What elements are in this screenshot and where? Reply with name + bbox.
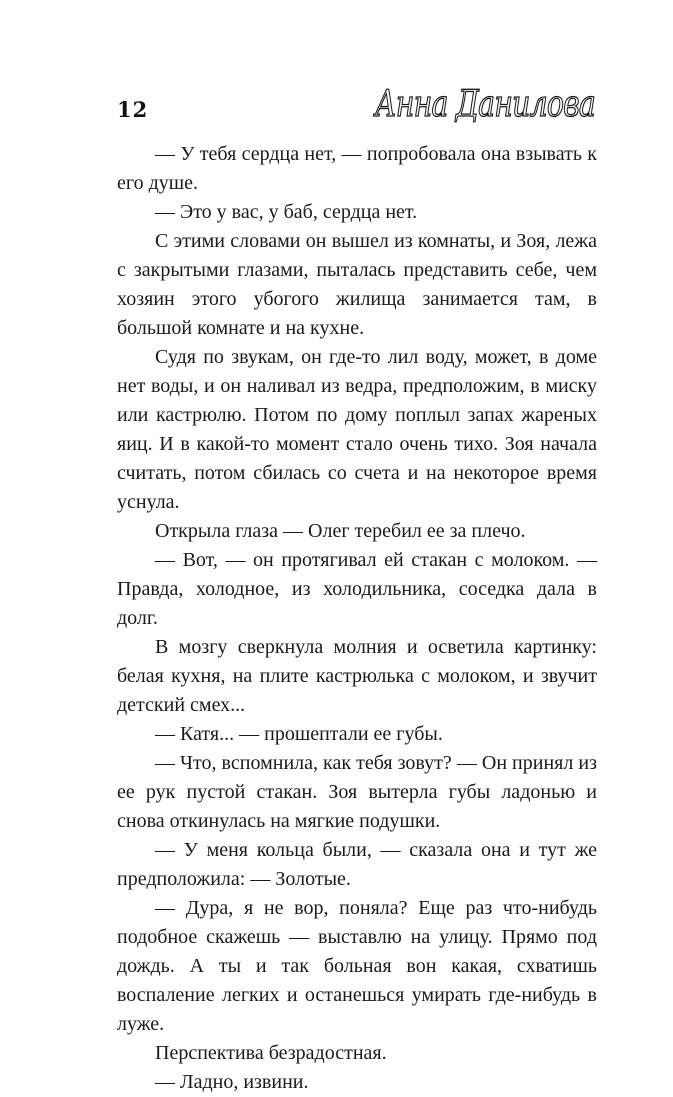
paragraph: Перспектива безрадостная. — [155, 1042, 387, 1064]
running-header — [117, 80, 597, 130]
paragraph: Открыла глаза — Олег теребил ее за плечо. — [155, 520, 526, 542]
paragraph: — Вот, — он протягивал ей стакан с молоком. — Правда, холодное, из холодильника, соседка дала в долг. — [117, 549, 597, 629]
paragraph: — Катя... — прошептали ее губы. — [155, 723, 443, 745]
paragraph: Судя по звукам, он где-то лил воду, может, в доме нет воды, и он наливал из ведра, предположим, в миску или кастрюлю. Потом по дому поплыл запах жареных яиц. И в какой-то момент стало очень тихо. Зоя начала считать, потом сбилась со счета и на некоторое время уснула. — [117, 346, 597, 513]
paragraph: В мозгу сверкнула молния и осветила картинку: белая кухня, на плите кастрюлька с молоком, и звучит детский смех... — [117, 636, 597, 716]
page-body — [117, 140, 597, 1097]
paragraph: — Это у вас, у баб, сердца нет. — [155, 201, 418, 223]
paragraph: — У меня кольца были, — сказала она и тут же предположила: — Золотые. — [117, 839, 597, 890]
author-name-text: Анна Данилова — [372, 84, 595, 125]
paragraph: — Что, вспомнила, как тебя зовут? — Он принял из ее рук пустой стакан. Зоя вытерла губы ладонью и снова откинулась на мягкие подушки. — [117, 752, 597, 832]
paragraph: С этими словами он вышел из комнаты, и Зоя, лежа с закрытыми глазами, пыталась представить себе, чем хозяин этого убогого жилища занимается там, в большой комнате и на кухне. — [117, 230, 597, 339]
page-number: 12 — [117, 97, 149, 122]
author-name-lettering — [372, 80, 597, 128]
paragraph: — Ладно, извини. — [155, 1071, 309, 1093]
paragraph: — У тебя сердца нет, — попробовала она взывать к его душе. — [117, 143, 597, 194]
paragraph: — Дура, я не вор, поняла? Еще раз что-нибудь подобное скажешь — выставлю на улицу. Прямо под дождь. А ты и так больная вон какая, схватишь воспаление легких и останешься умирать где-нибудь в луже. — [117, 897, 597, 1035]
author-name — [372, 80, 597, 128]
